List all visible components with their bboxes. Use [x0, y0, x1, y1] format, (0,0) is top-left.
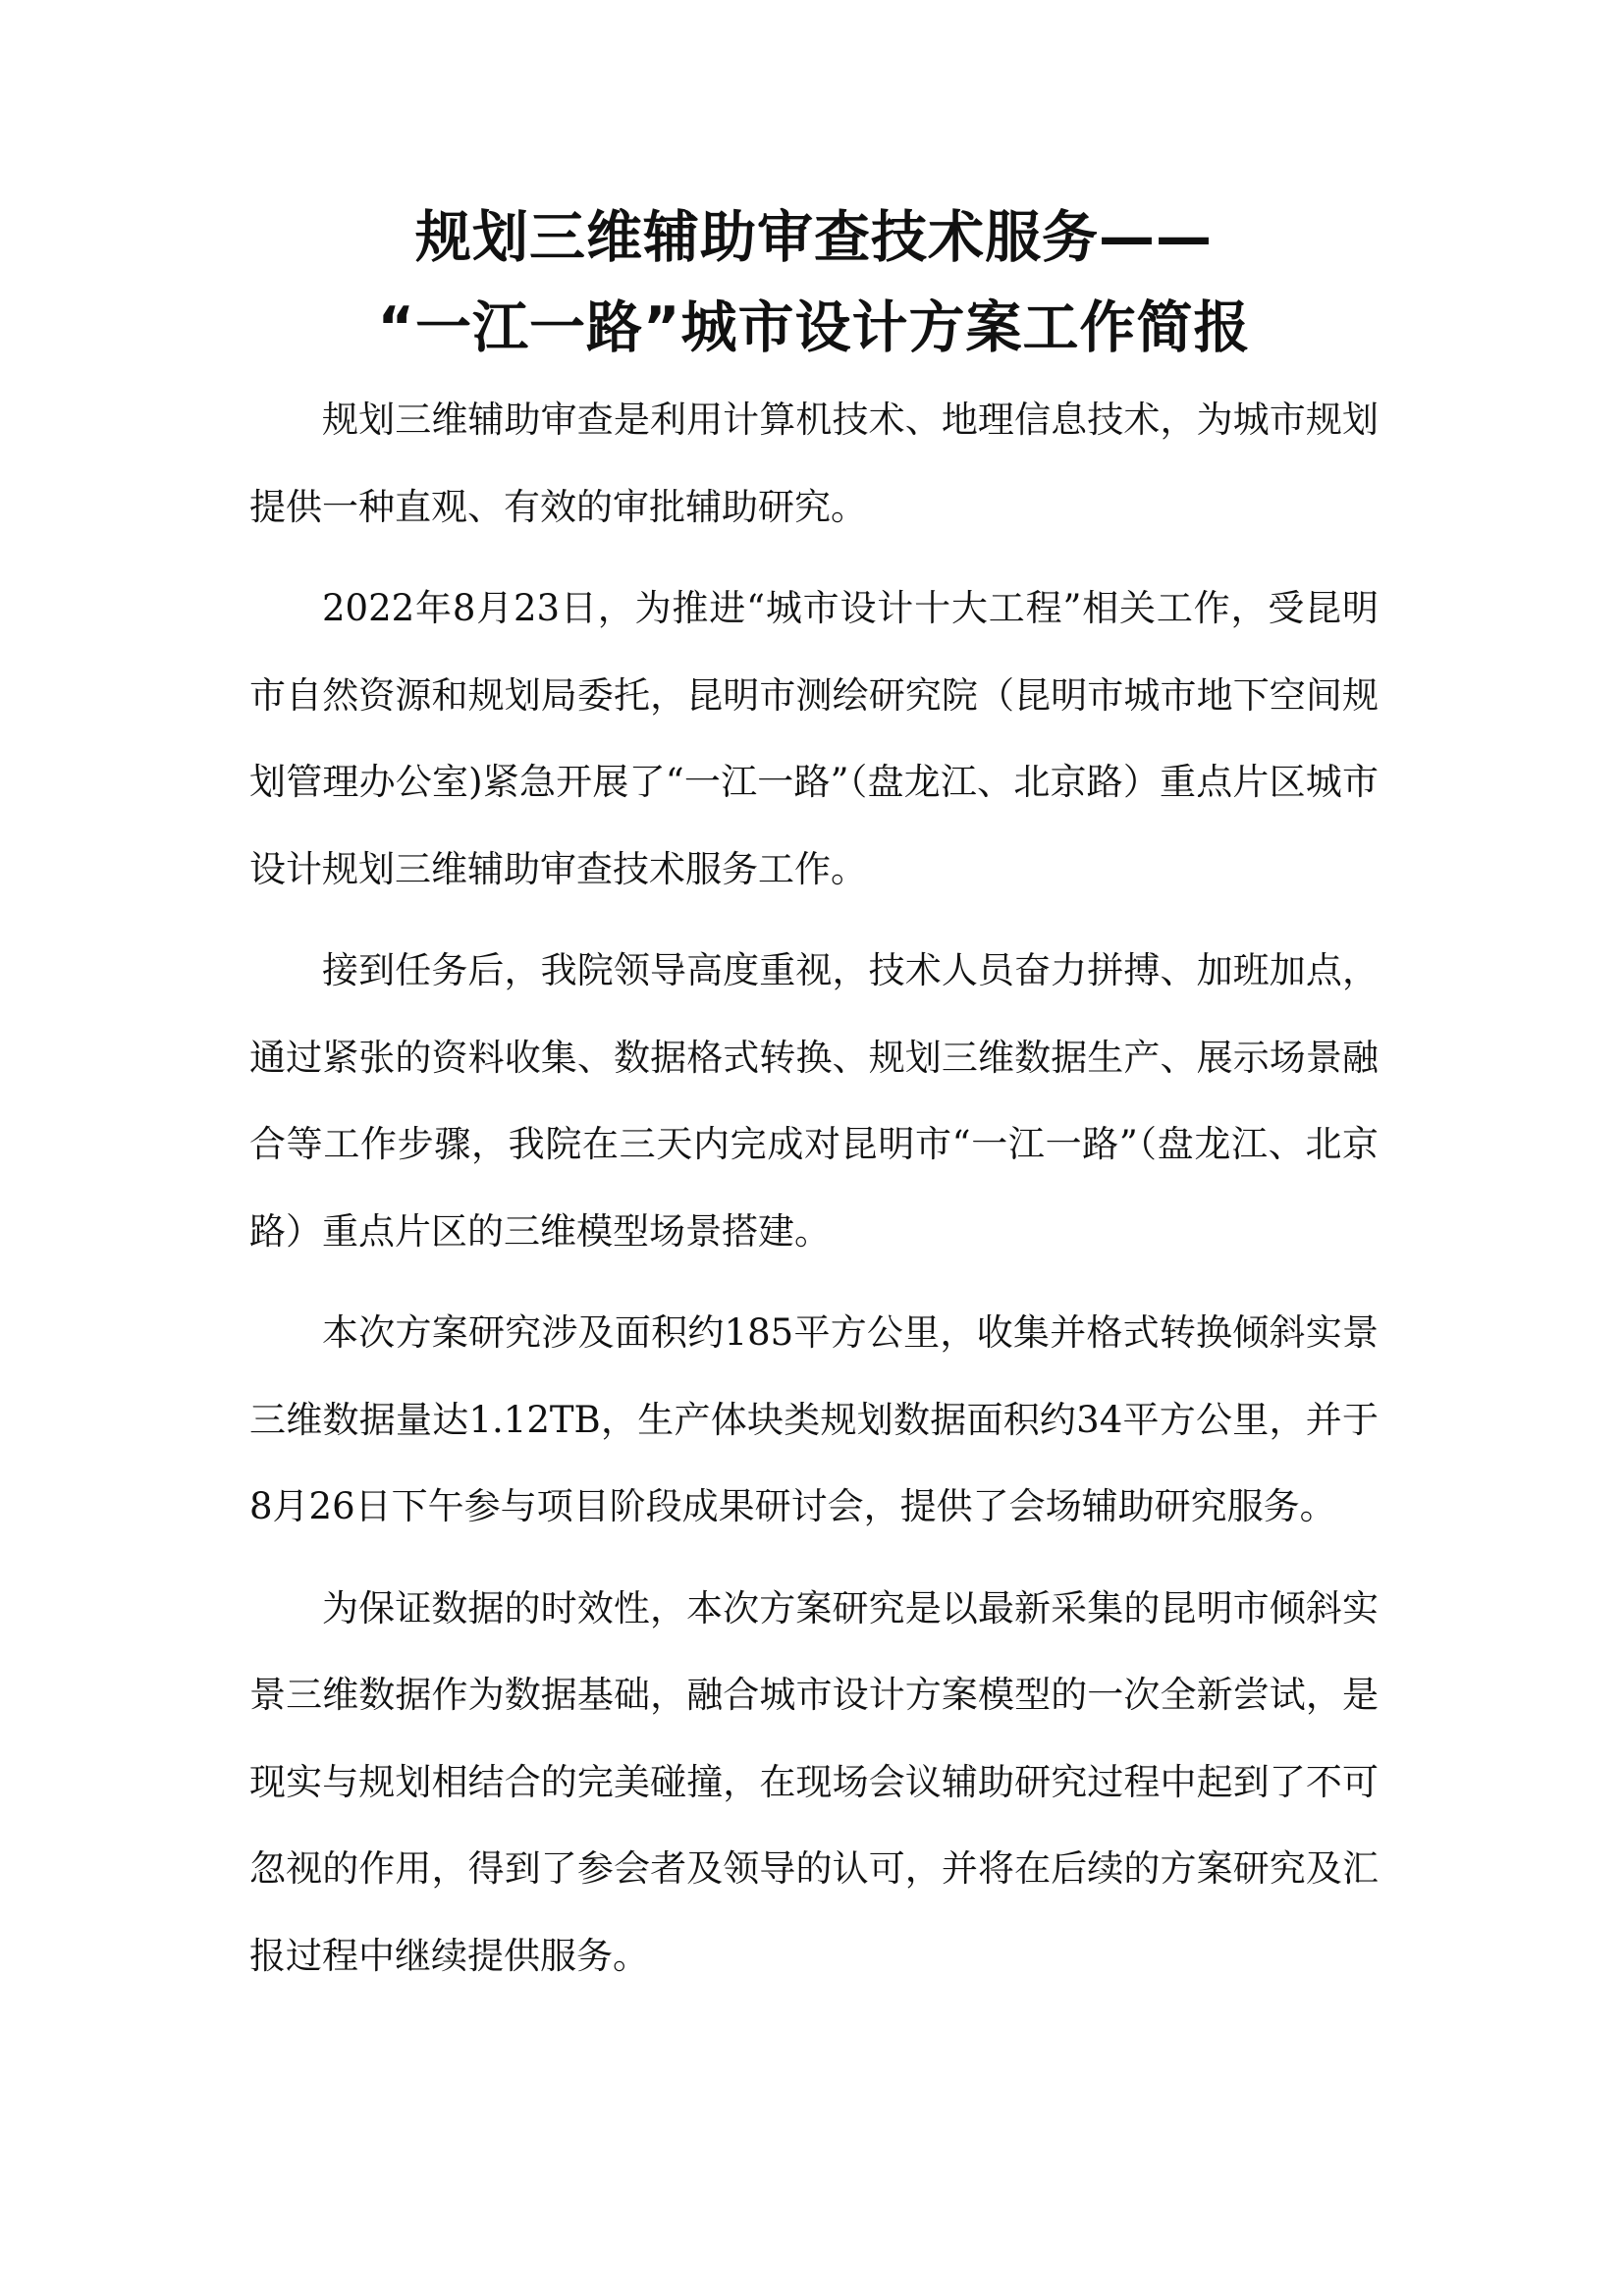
title-line-2: “一江一路”城市设计方案工作简报: [377, 295, 1251, 360]
document-title: [249, 192, 1379, 373]
document-body: [249, 377, 1379, 2014]
paragraph-background: 2022年8月23日，为推进“城市设计十大工程”相关工作，受昆明市自然资源和规划局委托，昆明市测绘研究院（昆明市城市地下空间规划管理办公室)紧急开展了“一江一路”（盘龙江、北京路）重点片区城市设计规划三维辅助审查技术服务工作。: [249, 587, 1379, 890]
title-line-1: 规划三维辅助审查技术服务——: [415, 205, 1213, 270]
paragraph-intro: 规划三维辅助审查是利用计算机技术、地理信息技术，为城市规划提供一种直观、有效的审批辅助研究。: [249, 399, 1379, 528]
paragraph-process: 接到任务后，我院领导高度重视，技术人员奋力拼搏、加班加点，通过紧张的资料收集、数据格式转换、规划三维数据生产、展示场景融合等工作步骤，我院在三天内完成对昆明市“一江一路”（盘龙江、北京路）重点片区的三维模型场景搭建。: [249, 949, 1379, 1253]
paragraph-conclusion: 为保证数据的时效性，本次方案研究是以最新采集的昆明市倾斜实景三维数据作为数据基础，融合城市设计方案模型的一次全新尝试，是现实与规划相结合的完美碰撞，在现场会议辅助研究过程中起到了不可忽视的作用，得到了参会者及领导的认可，并将在后续的方案研究及汇报过程中继续提供服务。: [249, 1586, 1379, 1977]
paragraph-statistics: 本次方案研究涉及面积约185平方公里，收集并格式转换倾斜实景三维数据量达1.12TB，生产体块类规划数据面积约34平方公里，并于8月26日下午参与项目阶段成果研讨会，提供了会场辅助研究服务。: [249, 1311, 1379, 1527]
